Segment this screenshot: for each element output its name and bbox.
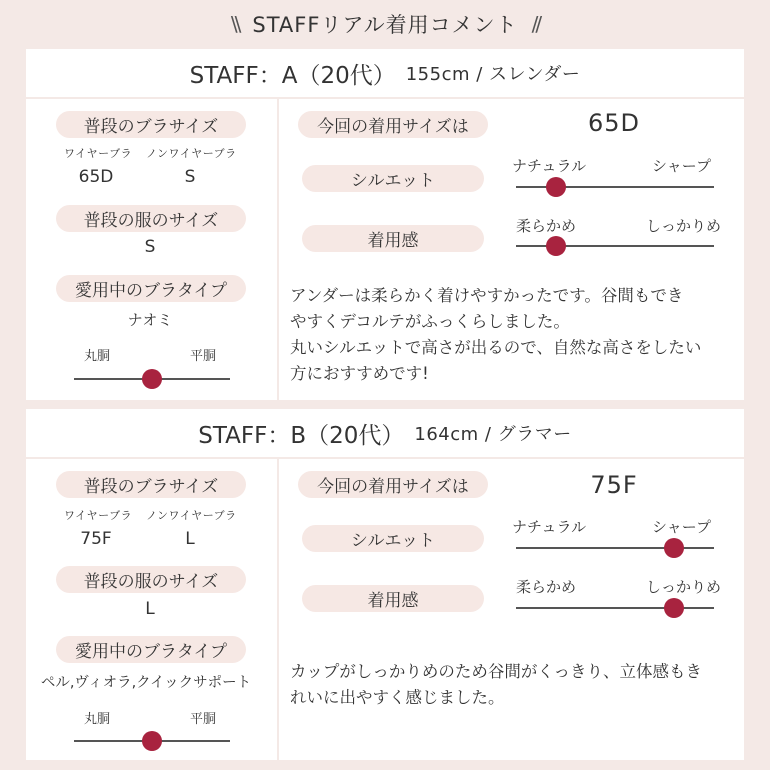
silhouette-left-label: ナチュラル [512,157,587,175]
feel-right-label: しっかりめ [646,217,722,235]
silhouette-label: シルエット [302,525,484,552]
body-shape-marker [142,731,162,751]
worn-size-label: 今回の着用サイズは [298,471,488,498]
bra-type-value: ペル,ヴィオラ,クイックサポート [40,675,252,691]
wire-bra-label: ワイヤーブラ [64,509,133,522]
staff-comment [290,283,740,387]
feel-label: 着用感 [302,585,484,612]
wire-bra-label: ワイヤーブラ [64,147,133,160]
comment-line: 方におすすめです! [290,364,429,383]
nonwire-bra-label: ノンワイヤーブラ [146,147,237,160]
clothes-size-label: 普段の服のサイズ [56,566,246,593]
wire-bra-size: 65D [78,167,114,187]
staff-spec: 164cm / グラマー [414,424,572,445]
wire-bra-size: 75F [80,529,112,549]
silhouette-marker [546,177,566,197]
bra-type-label: 愛用中のブラタイプ [56,275,246,302]
comment-line: やすくデコルテがふっくらしました。 [290,312,570,331]
page-title: STAFFリアル着用コメント [252,13,518,37]
feel-left-label: 柔らかめ [516,578,577,596]
silhouette-right-label: シャープ [652,518,711,536]
worn-size-value: 75F [590,471,638,499]
shape-right-label: 平胴 [190,349,217,364]
body-shape-marker [142,369,162,389]
silhouette-label: シルエット [302,165,484,192]
feel-marker [546,236,566,256]
feel-right-label: しっかりめ [646,578,722,596]
clothes-size-value: L [145,599,155,619]
worn-size-value: 65D [587,109,641,137]
comment-line: カップがしっかりめのため谷間がくっきり、立体感もき [290,662,703,681]
staff-title [26,409,744,459]
comment-line: 丸いシルエットで高さが出るので、自然な高さをしたい [290,338,702,357]
staff-name: STAFF：A（20代） [189,62,396,89]
staff-spec: 155cm / スレンダー [405,64,581,85]
shape-left-label: 丸胴 [84,349,111,364]
feel-left-label: 柔らかめ [516,217,577,235]
bra-size-label: 普段のブラサイズ [56,111,246,138]
shape-right-label: 平胴 [190,712,217,727]
staff-title [26,49,744,99]
comment-line: れいに出やすく感じました。 [290,688,505,707]
silhouette-marker [664,538,684,558]
silhouette-right-label: シャープ [652,157,711,175]
page-header [0,0,770,48]
nonwire-bra-size: S [184,167,196,187]
silhouette-left-label: ナチュラル [512,518,587,536]
nonwire-bra-size: L [185,529,195,549]
feel-label: 着用感 [302,225,484,252]
shape-left-label: 丸胴 [84,712,111,727]
staff-comment [290,659,740,711]
header-deco-left: \\ [230,12,239,36]
staff-panel-b [26,409,744,760]
comment-line: アンダーは柔らかく着けやすかったです。谷間もでき [290,286,684,305]
bra-type-label: 愛用中のブラタイプ [56,636,246,663]
staff-body [26,459,744,760]
staff-body [26,99,744,400]
bra-size-label: 普段のブラサイズ [56,471,246,498]
staff-panel-a [26,49,744,400]
feel-marker [664,598,684,618]
worn-size-label: 今回の着用サイズは [298,111,488,138]
bra-type-value: ナオミ [127,311,173,329]
clothes-size-value: S [144,237,156,257]
column-divider [277,99,279,400]
nonwire-bra-label: ノンワイヤーブラ [146,509,237,522]
staff-name: STAFF：B（20代） [198,422,405,449]
clothes-size-label: 普段の服のサイズ [56,205,246,232]
column-divider [277,459,279,760]
header-deco-right: // [531,12,540,36]
